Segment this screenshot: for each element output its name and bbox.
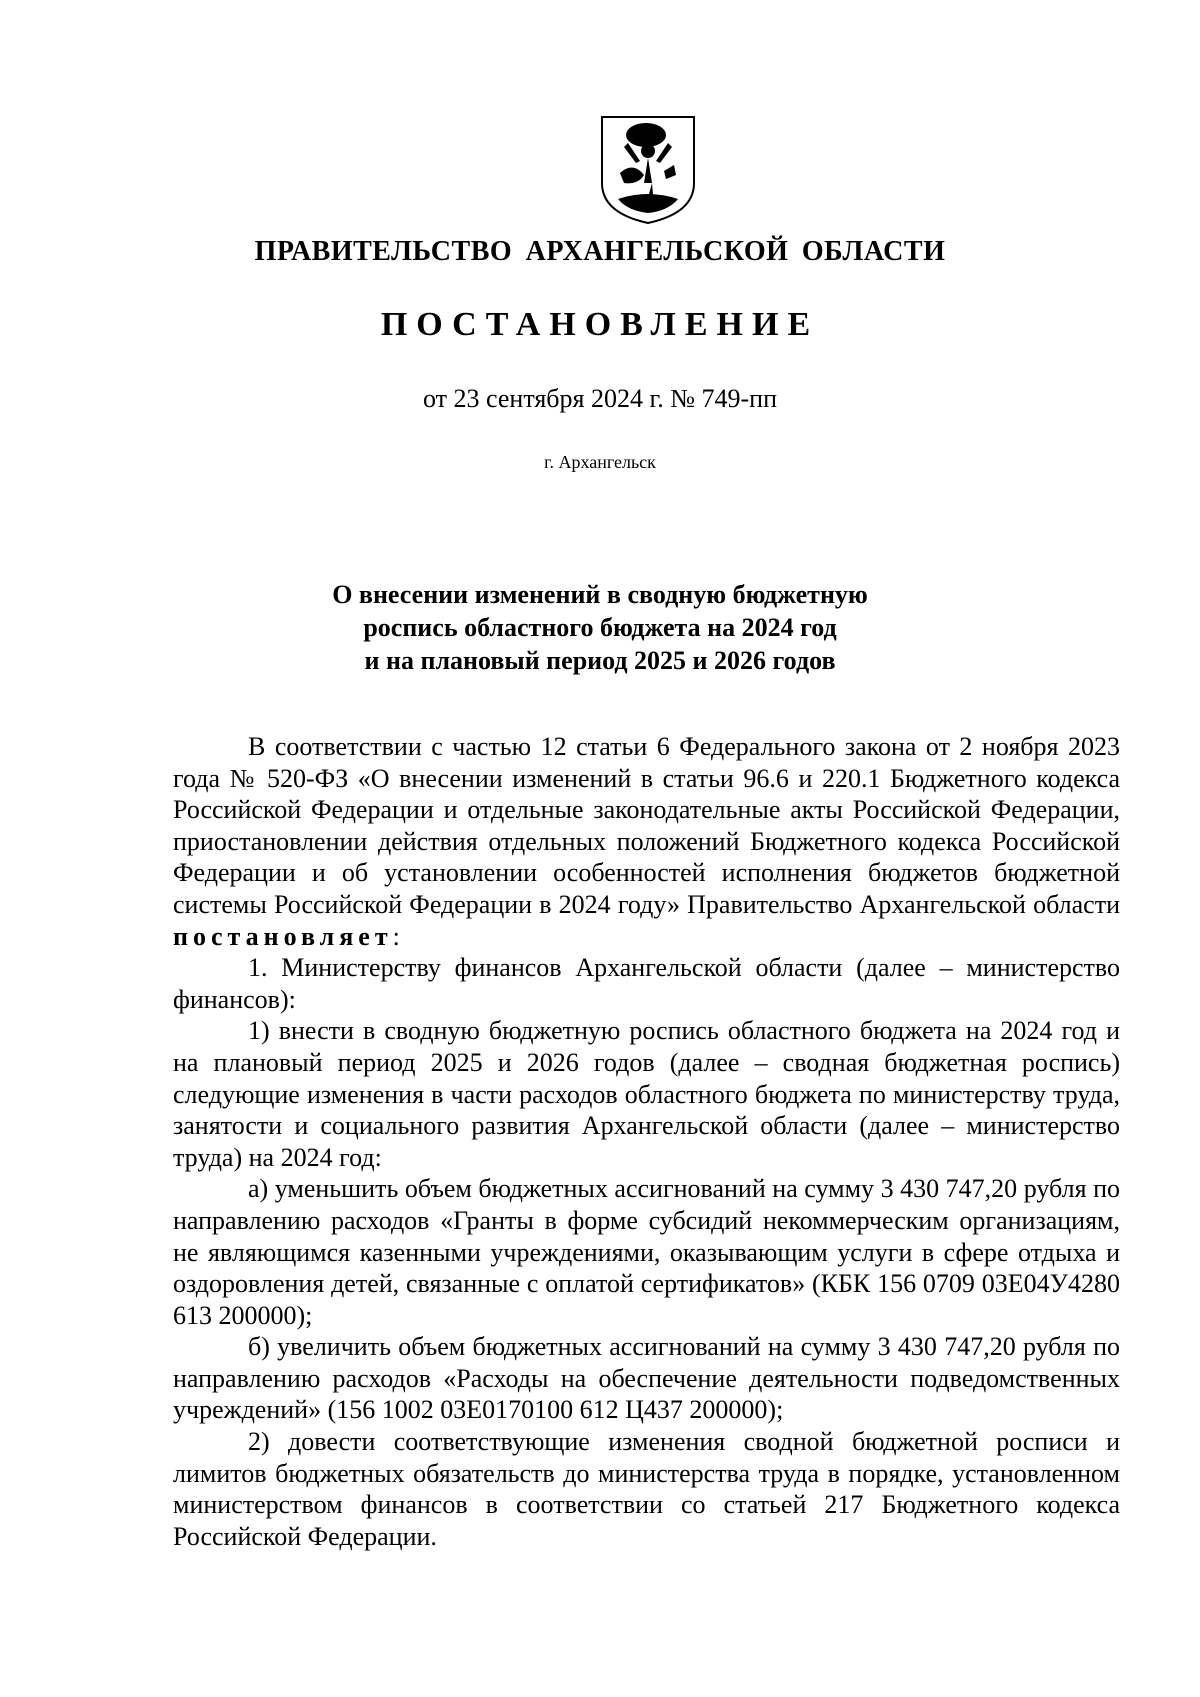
document-body [173, 731, 1120, 1552]
document-date-number: от 23 сентября 2024 г. № 749-пп [422, 384, 778, 413]
colon: : [392, 921, 400, 951]
item-1-1-paragraph: 1) внести в сводную бюджетную роспись областного бюджета на 2024 год и на плановый период 2025 и 2026 годов (далее – сводная бюджетная роспись) следующие изменения в части расходов областного бюджета по министерству труда, занятости и социального развития Архангельской области (далее – министерство труда) на 2024 год: [173, 1016, 1120, 1172]
item-a-paragraph: а) уменьшить объем бюджетных ассигнований на сумму 3 430 747,20 рубля по направлению расходов «Гранты в форме субсидий некоммерческим организациям, не являющимся казенными учреждениями, оказывающим услуги в сфере отдыха и оздоровления детей, связанные с оплатой сертификатов» (КБК 156 0709 03Е04У4280 613 200000); [173, 1174, 1120, 1330]
government-title: ПРАВИТЕЛЬСТВО АРХАНГЕЛЬСКОЙ ОБЛАСТИ [254, 236, 946, 267]
document-city: г. Архангельск [544, 452, 656, 472]
subject-line: роспись областного бюджета на 2024 год [363, 613, 837, 642]
subject-line: и на плановый период 2025 и 2026 годов [364, 646, 836, 675]
preamble-text: В соответствии с частью 12 статьи 6 Федерального закона от 2 ноября 2023 года № 520-ФЗ «О внесении изменений в статьи 96.6 и 220.1 Бюджетного кодекса Российской Федерации и отдельные законодательные акты Российской Федерации, приостановлении действия отдельных положений Бюджетного кодекса Российской Федерации и об установлении особенностей исполнения бюджетов бюджетной системы Российской Федерации в 2024 году» Правительство Архангельской области [173, 732, 1120, 919]
document-subject [0, 578, 1200, 677]
resolves-word: постановляет [173, 921, 393, 951]
preamble-paragraph [173, 731, 1120, 952]
item-1-paragraph: 1. Министерству финансов Архангельской области (далее – министерство финансов): [173, 953, 1120, 1014]
item-b-paragraph: б) увеличить объем бюджетных ассигнований на сумму 3 430 747,20 рубля по направлению расходов «Расходы на обеспечение деятельности подведомственных учреждений» (156 1002 03Е0170100 612 Ц437 200000); [173, 1332, 1120, 1425]
item-1-2-paragraph: 2) довести соответствующие изменения сводной бюджетной росписи и лимитов бюджетных обязательств до министерства труда в порядке, установленном министерством финансов в соответствии со статьей 217 Бюджетного кодекса Российской Федерации. [173, 1427, 1120, 1551]
coat-of-arms-icon [598, 113, 698, 225]
subject-line: О внесении изменений в сводную бюджетную [332, 580, 868, 609]
document-type: ПОСТАНОВЛЕНИЕ [380, 306, 820, 343]
